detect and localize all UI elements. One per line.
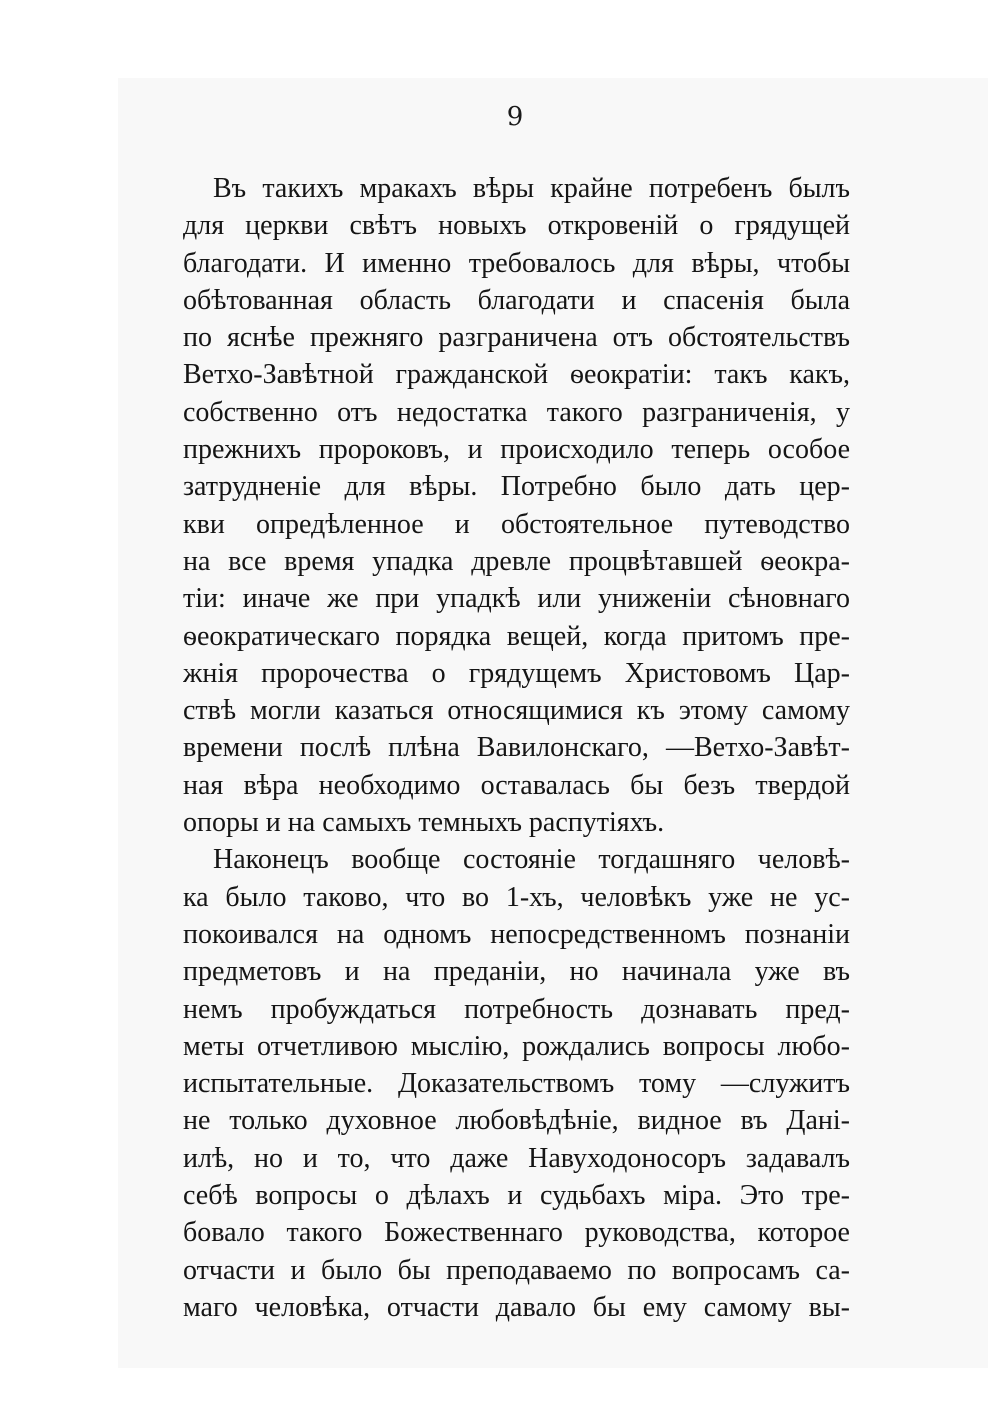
text-line: опоры и на самыхъ темныхъ распутiяхъ.	[183, 807, 665, 839]
text-line: времени послѣ плѣна Вавилонскаго, —Ветхо-Завѣт-	[183, 732, 850, 764]
text-line: бовало такого Божественнаго руководства, которое	[183, 1217, 850, 1249]
text-line: благодати. И именно требовалось для вѣры, чтобы	[183, 247, 850, 279]
text-line: себѣ вопросы о дѣлахъ и судьбахъ мiра. Это тре-	[183, 1180, 850, 1212]
text-line: для церкви свѣтъ новыхъ откровенiй о грядущей	[183, 210, 850, 242]
text-line: Ветхо-Завѣтной гражданской ѳеократiи: такъ какъ,	[183, 359, 850, 391]
body-text	[183, 170, 850, 1326]
text-line: ствѣ могли казаться относящимися къ этому самому	[183, 695, 850, 727]
page-number: 9	[506, 102, 524, 132]
text-line: илѣ, но и то, что даже Навуходоносоръ задавалъ	[183, 1142, 850, 1174]
text-line: испытательные. Доказательствомъ тому —служитъ	[183, 1068, 850, 1100]
text-line: отчасти и было бы преподаваемо по вопросамъ са-	[183, 1254, 850, 1286]
text-line: прежнихъ пророковъ, и происходило теперь особое	[183, 434, 850, 466]
text-line: собственно отъ недостатка такого разграниченiя, у	[183, 396, 850, 428]
text-line: предметовъ и на преданiи, но начинала уже въ	[183, 956, 850, 988]
text-line: меты отчетливою мыслiю, рождались вопросы любо-	[183, 1030, 850, 1062]
text-line: затрудненiе для вѣры. Потребно было дать цер-	[183, 471, 850, 503]
text-line: ная вѣра необходимо оставалась бы безъ твердой	[183, 769, 850, 801]
text-line: тiи: иначе же при упадкѣ или униженiи сѣновнаго	[183, 583, 850, 615]
paragraph-1	[183, 170, 850, 841]
text-line: на все время упадка древле процвѣтавшей ѳеокра-	[183, 545, 850, 577]
text-line: ка было таково, что во 1-хъ, человѣкъ уже не ус-	[183, 881, 850, 913]
text-line: покоивался на одномъ непосредственномъ познанiи	[183, 918, 850, 950]
text-line: немъ пробуждаться потребность дознавать пред-	[183, 993, 850, 1025]
text-line: ѳеократическаго порядка вещей, когда притомъ пре-	[183, 620, 850, 652]
text-line: кви опредѣленное и обстоятельное путеводство	[183, 508, 850, 540]
text-line: Наконецъ вообще состоянiе тогдашняго человѣ-	[213, 844, 850, 876]
text-line: маго человѣка, отчасти давало бы ему самому вы-	[183, 1291, 850, 1323]
paragraph-2	[183, 841, 850, 1326]
text-line: по яснѣе прежняго разграничена отъ обстоятельствъ	[183, 322, 850, 354]
text-line: обѣтованная область благодати и спасенiя была	[183, 284, 850, 316]
text-line: жнiя пророчества о грядущемъ Христовомъ Цар-	[183, 657, 850, 689]
text-line: не только духовное любовѣдѣнiе, видное въ Данi-	[183, 1105, 850, 1137]
text-line: Въ такихъ мракахъ вѣры крайне потребенъ былъ	[213, 173, 850, 204]
